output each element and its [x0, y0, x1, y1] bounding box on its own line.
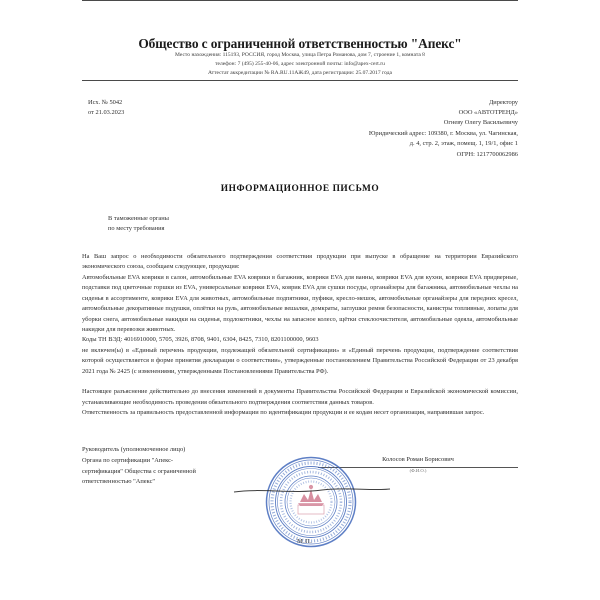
- recipient-company: ООО «АВТОТРЕНД»: [458, 109, 518, 116]
- signatory-name: Колосов Роман Борисович: [382, 456, 454, 464]
- signature-block: [82, 445, 518, 505]
- outgoing-reference: [82, 98, 124, 119]
- signatory-role-line-2: Органа по сертификации "Апекс-: [82, 457, 174, 465]
- signatory-role: [82, 445, 262, 488]
- header-top-rule: [82, 0, 518, 1]
- document-title: ИНФОРМАЦИОННОЕ ПИСЬМО: [220, 183, 380, 194]
- stamp-label: М.П.: [297, 538, 313, 545]
- letterhead: [82, 3, 518, 78]
- recipient-person: Огневу Олегу Васильевичу: [443, 119, 518, 127]
- addressed-to-line-2: по месту требования: [108, 225, 165, 233]
- body-validity: Настоящее разъяснение действительно до внесения изменений в документы Правительства Российской Федерации и Евразийской экономической комиссии, устанавливающие необходимость проведения обязательного подтверждения соответствия данных товаров.: [82, 388, 518, 406]
- header-bottom-rule: [82, 80, 518, 81]
- recipient-address-1: Юридический адрес: 109380, г. Москва, ул. Чагинская,: [368, 129, 518, 137]
- body-products: Автомобильные EVA коврики в салон, автомобильные EVA коврики в багажник, коврики EVA для ванны, коврики EVA для кухни, коврики EVA придверные, подставки под цветочные горшки из EVA, универсальные коврики EVA, коврик EVA для сушки посуды, органайзеры для багажника, автомобильные чехлы на сиденья в ассортименте, коврики EVA для животных, автомобильные подпятники, пуфики, кресло-мешок, автомобильные органайзеры для передних кресел, автомобильные декоративные подушки, оплётки на руль, автомобильные вешалки, домкраты, заглушки ремня безопасности, канистры топливные, лопаты для уборки снега, автомобильные накидки на сиденья, подлокотники, чехлы на запасное колесо, щётки стеклоочистителя, автомобильные одеяла, автомобильные накидки для перевозки животных.: [82, 273, 518, 333]
- organization-address: Место нахождения: 115193, РОССИЯ, город Москва, улица Петра Романова, дом 7, строение 1, комната 8: [175, 52, 425, 59]
- organization-contact: телефон: 7 (495) 255-40-06, адрес электронной почты: info@apex-cert.ru: [215, 61, 385, 68]
- signatory-role-line-3: сертификация" Общества с ограниченной: [82, 467, 196, 475]
- body-tnved-codes: Коды ТН ВЭД: 4016910000, 5705, 3926, 8708, 9401, 6304, 8425, 7310, 8201100000, 9603: [82, 336, 319, 344]
- signatory-role-line-4: ответственностью "Апекс": [82, 478, 156, 486]
- addressed-to-line-1: В таможенные органы: [108, 214, 169, 222]
- organization-title: Общество с ограниченной ответственностью "Апекс": [138, 36, 462, 51]
- handwritten-signature: [232, 486, 392, 496]
- meta-row: [82, 98, 518, 160]
- body-intro: На Ваш запрос о необходимости обязательного подтверждения соответствия продукции при выпуске в обращение на территории Евразийского экономического союза, сообщаем следующее, продукция:: [82, 252, 518, 271]
- signature-caption: (Ф.И.О.): [409, 468, 427, 474]
- outgoing-number: Исх. № 5042: [88, 98, 123, 106]
- body-responsibility: Ответственность за правильность предоставленной информации по идентификации продукции и ее кодам несет организация, направившая запрос.: [82, 409, 485, 416]
- organization-accreditation: Аттестат аккредитации № RA.RU.11АЖ49, дата регистрации: 25.07.2017 года: [207, 70, 393, 77]
- document-content: [82, 0, 518, 505]
- signatory-role-line-1: Руководитель (уполномоченное лицо): [82, 446, 186, 454]
- addressed-to-block: [82, 214, 518, 235]
- recipient-address-2: д. 4, стр. 2, этаж, помещ. 1, 19/1, офис 1: [409, 140, 518, 148]
- recipient-ogrn: ОГРН: 1217700062986: [456, 150, 518, 158]
- body-not-included: не включен(ы) в «Единый перечень продукции, подлежащей обязательной сертификации» и «Единый перечень продукции, подтверждение соответствия которой осуществляется в форме принятия декларации о соответствии», утвержденные постановлением Правительства Российской Федерации от 23 декабря 2021 года № 2425 (с изменениями, утвержденными Постановлениями Правительства РФ).: [82, 346, 518, 375]
- recipient-block: [226, 98, 518, 160]
- body-text: [82, 252, 518, 419]
- recipient-role: Директору: [488, 98, 518, 106]
- outgoing-date: от 21.03.2023: [88, 109, 125, 116]
